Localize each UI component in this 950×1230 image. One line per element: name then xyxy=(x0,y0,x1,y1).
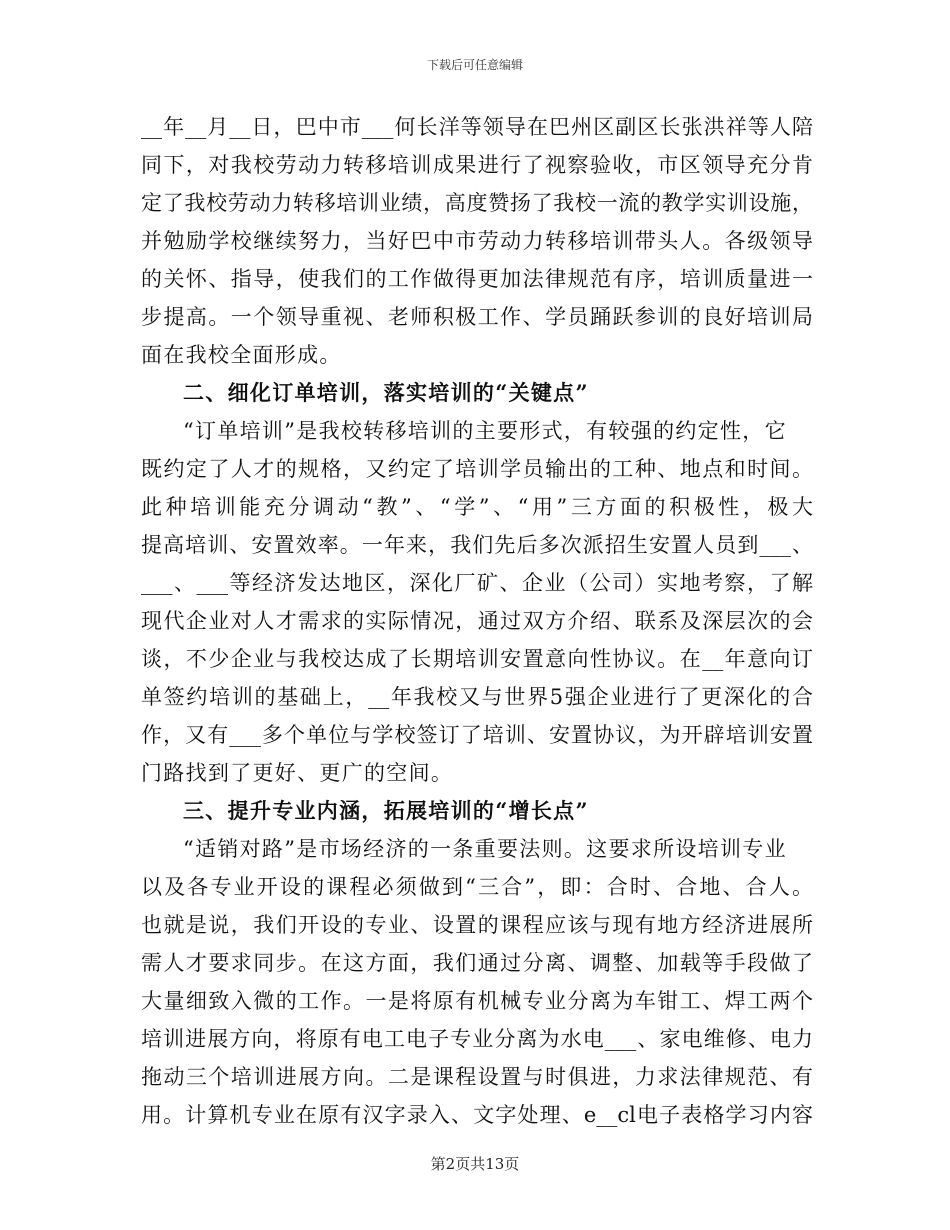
section-heading: 二、细化订单培训，落实培训的“关键点” xyxy=(183,380,589,405)
text-line: 同下，对我校劳动力转移培训成果进行了视察验收，市区领导充分肯 xyxy=(141,153,813,177)
text-line: 定了我校劳动力转移培训业绩，高度赞扬了我校一流的教学实训设施， xyxy=(141,191,813,215)
text-line: 拖动三个培训进展方向。二是课程设置与时俱进，力求法律规范、有 xyxy=(141,1065,813,1089)
text-line: 用。计算机专业在原有汉字录入、文字处理、e__cl电子表格学习内容 xyxy=(141,1103,813,1127)
text-line: “适销对路”是市场经济的一条重要法则。这要求所设培训专业 xyxy=(183,837,787,861)
text-line: 步提高。一个领导重视、老师积极工作、学员踊跃参训的良好培训局 xyxy=(141,305,813,329)
page-header: 下载后可任意编辑 xyxy=(426,58,523,72)
text-line: __年__月__日，巴中市___何长洋等领导在巴州区副区长张洪祥等人陪 xyxy=(141,115,813,139)
text-line: 需人才要求同步。在这方面，我们通过分离、调整、加载等手段做了 xyxy=(141,951,813,975)
text-line: 现代企业对人才需求的实际情况，通过双方介绍、联系及深层次的会 xyxy=(141,609,813,633)
text-line: 也就是说，我们开设的专业、设置的课程应该与现有地方经济进展所 xyxy=(141,913,813,937)
text-line: 以及各专业开设的课程必须做到“三合”，即：合时、合地、合人。 xyxy=(141,875,813,899)
text-line: 此种培训能充分调动“教”、“学”、“用”三方面的积极性，极大 xyxy=(141,495,813,519)
text-line: 提高培训、安置效率。一年来，我们先后多次派招生安置人员到___、 xyxy=(141,533,813,557)
text-line: 并勉励学校继续努力，当好巴中市劳动力转移培训带头人。各级领导 xyxy=(141,229,813,253)
text-line: 作，又有___多个单位与学校签订了培训、安置协议，为开辟培训安置 xyxy=(141,723,813,747)
text-line: “订单培训”是我校转移培训的主要形式，有较强的约定性，它 xyxy=(183,419,787,443)
text-line: 培训进展方向，将原有电工电子专业分离为水电___、家电维修、电力 xyxy=(141,1027,813,1051)
text-line: ___、___等经济发达地区，深化厂矿、企业（公司）实地考察，了解 xyxy=(141,571,813,595)
text-line: 谈，不少企业与我校达成了长期培训安置意向性协议。在__年意向订 xyxy=(141,647,813,671)
text-line: 大量细致入微的工作。一是将原有机械专业分离为车钳工、焊工两个 xyxy=(141,989,813,1013)
text-line: 的关怀、指导，使我们的工作做得更加法律规范有序，培训质量进一 xyxy=(141,267,813,291)
text-line: 单签约培训的基础上，__年我校又与世界5强企业进行了更深化的合 xyxy=(141,685,813,709)
document-body xyxy=(141,108,813,1134)
text-line: 面在我校全面形成。 xyxy=(141,343,342,367)
page-number: 第2页共13页 xyxy=(430,1155,520,1173)
section-heading: 三、提升专业内涵，拓展培训的“增长点” xyxy=(183,798,589,823)
text-line: 门路找到了更好、更广的空间。 xyxy=(141,761,454,785)
text-line: 既约定了人才的规格，又约定了培训学员输出的工种、地点和时间。 xyxy=(141,457,813,481)
